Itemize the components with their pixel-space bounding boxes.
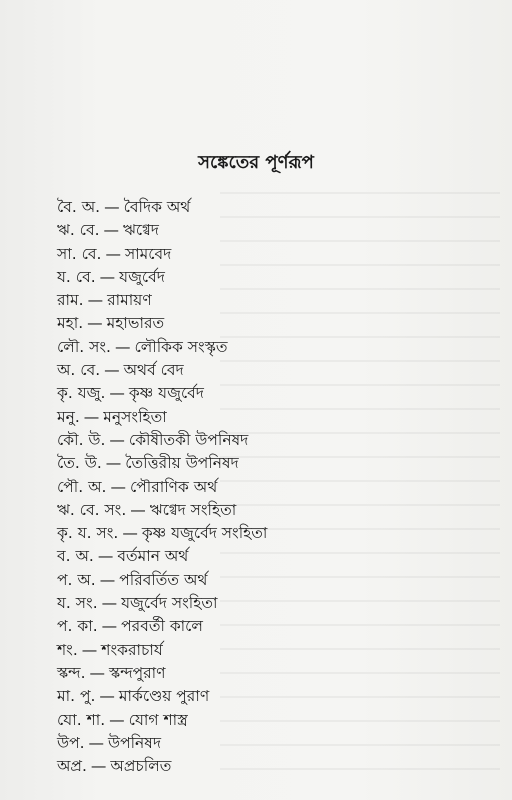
full-form: রামায়ণ [107,291,152,310]
abbreviation-entry [57,709,267,732]
dash-separator: — [81,640,98,659]
abbreviation: মনু. [57,407,80,426]
full-form: অপ্রচলিত [110,757,172,776]
abbreviation-entry [57,685,267,708]
dash-separator: — [101,594,118,613]
abbreviation: কৃ. য. সং. [57,524,119,543]
abbreviation-entry [57,476,267,499]
abbreviation: পৌ. অ. [57,477,107,496]
abbreviation: ব. অ. [57,547,94,566]
full-form: মনুসংহিতা [103,407,167,426]
dash-separator: — [89,663,106,682]
abbreviation-entry [57,639,267,662]
dash-separator: — [122,524,138,543]
abbreviation-entry [57,382,267,405]
abbreviation-entry [57,196,267,219]
full-form: মহাভারত [106,314,165,333]
abbreviation: ঋ. বে. সং. [57,500,127,519]
abbreviation: কৌ. উ. [57,430,106,449]
abbreviation-entry [57,359,267,382]
full-form: যজুর্বেদ সংহিতা [121,594,218,613]
full-form: অথর্ব বেদ [123,361,184,380]
full-form: কৃষ্ণ যজুর্বেদ [128,384,204,403]
page-title: সঙ্কেতের পূর্ণরূপ [198,152,314,173]
abbreviation-list [57,196,267,778]
full-form: ঋগ্বেদ সংহিতা [149,500,237,519]
abbreviation-entry [57,336,267,359]
abbreviation: য. বে. [57,267,96,286]
dash-separator: — [105,454,122,473]
abbreviation: লৌ. সং. [57,337,111,356]
dash-separator: — [99,687,115,706]
abbreviation-entry [57,569,267,592]
abbreviation: মহা. [57,314,84,333]
full-form: বর্তমান অর্থ [117,547,189,566]
dash-separator: — [104,198,120,216]
full-form: লৌকিক সংস্কৃত [134,337,228,356]
abbreviation: স্কন্দ. [57,663,86,682]
full-form: মার্কণ্ডেয় পুরাণ [118,687,210,706]
full-form: সামবেদ [124,244,172,263]
abbreviation: উপ. [57,733,85,752]
dash-separator: — [109,430,125,449]
abbreviation: মা. পু. [57,687,96,706]
abbreviation-entry [57,592,267,615]
abbreviation-entry [57,755,267,778]
abbreviation-entry [57,545,267,568]
abbreviation-entry [57,219,267,242]
abbreviation: তৈ. উ. [57,454,102,473]
abbreviation-entry [57,662,267,685]
abbreviation-entry [57,499,267,522]
abbreviation: প. অ. [57,570,96,589]
full-form: যোগ শাস্ত্র [128,710,188,729]
dash-separator: — [97,547,114,566]
full-form: শংকরাচার্য [101,640,163,659]
abbreviation-entry [57,732,267,755]
abbreviation-entry [57,406,267,429]
abbreviation: অ. বে. [57,361,101,380]
abbreviation: সা. বে. [57,244,102,263]
abbreviation-entry [57,312,267,335]
abbreviation: প. কা. [57,617,98,636]
full-form: উপনিষদ [108,733,162,752]
full-form: কৃষ্ণ যজুর্বেদ সংহিতা [141,524,268,543]
dash-separator: — [109,384,125,403]
full-form: পৌরাণিক অর্থ [129,477,218,496]
dash-separator: — [88,733,105,752]
dash-separator: — [114,337,131,356]
dash-separator: — [130,500,146,519]
abbreviation-entry [57,615,267,638]
dash-separator: — [109,710,125,729]
dash-separator: — [87,314,103,333]
abbreviation-entry [57,522,267,545]
abbreviation-entry [57,429,267,452]
abbreviation: যো. শা. [57,710,106,729]
dash-separator: — [99,570,116,589]
full-form: পরিবর্তিত অর্থ [119,570,208,589]
dash-separator: — [90,757,107,776]
dash-separator: — [99,267,116,286]
dash-separator: — [110,477,126,496]
full-form: ঋগ্বেদ [123,221,159,240]
abbreviation-entry [57,452,267,475]
dash-separator: — [83,407,100,426]
abbreviation-entry [57,289,267,312]
abbreviation: কৃ. যজু. [57,384,106,403]
abbreviation-entry [57,243,267,266]
abbreviation: রাম. [57,291,84,310]
abbreviation: শং. [57,640,78,659]
dash-separator: — [101,617,118,636]
dash-separator: — [105,244,121,263]
abbreviation: ঋ. বে. [57,221,100,240]
dash-separator: — [87,291,104,310]
full-form: তৈত্তিরীয় উপনিষদ [125,454,239,473]
abbreviation-entry [57,266,267,289]
abbreviation: অপ্র. [57,757,87,776]
full-form: বৈদিক অর্থ [123,198,191,216]
full-form: যজুর্বেদ [119,267,165,286]
full-form: কৌষীতকী উপনিষদ [128,430,249,449]
abbreviation: য. সং. [57,594,98,613]
dash-separator: — [104,361,120,380]
full-form: পরবর্তী কালে [121,617,203,636]
full-form: স্কন্দপুরাণ [109,663,166,682]
abbreviation: বৈ. অ. [57,198,101,216]
dash-separator: — [103,221,120,240]
